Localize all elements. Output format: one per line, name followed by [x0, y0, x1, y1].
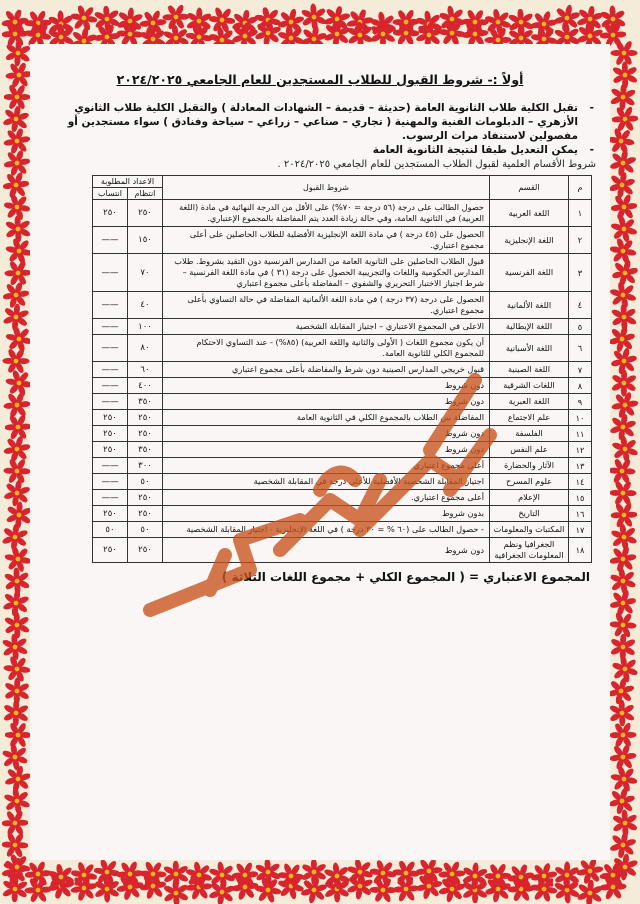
row-affiliation-count: —— — [93, 254, 128, 292]
row-number: ١٦ — [569, 506, 592, 522]
row-regular-count: ٥٠ — [128, 522, 163, 538]
row-affiliation-count: —— — [93, 378, 128, 394]
header-conditions: شروط القبول — [163, 176, 490, 200]
row-department: اللغة الإنجليزية — [490, 227, 569, 254]
row-regular-count: ٧٠ — [128, 254, 163, 292]
row-conditions: الاعلى في المجموع الاعتباري – اجتياز المقابلة الشخصية — [163, 319, 490, 335]
row-affiliation-count: ٢٥٠ — [93, 538, 128, 563]
row-regular-count: ٣٥٠ — [128, 394, 163, 410]
row-affiliation-count: —— — [93, 292, 128, 319]
row-conditions: أعلى مجموع اعتباري — [163, 458, 490, 474]
row-affiliation-count: —— — [93, 227, 128, 254]
table-row — [93, 227, 592, 254]
row-conditions: حصول الطالب على درجة (٥٦ درجة = ٧٠%) على الأقل من الدرجة النهائية في مادة (اللغة العربية) في الثانوية العامة، وفي حالة زيادة العدد يتم المفاضلة بالمجموع الإعتباري. — [163, 200, 490, 227]
table-row — [93, 319, 592, 335]
admission-table — [92, 175, 592, 563]
table-row — [93, 362, 592, 378]
row-conditions: الحصول على (٤٥ درجة ) في مادة اللغة الإنجليزية الأفضلية للطلاب الحاصلين على أعلى مجموع اعتباري. — [163, 227, 490, 254]
row-number: ١٣ — [569, 458, 592, 474]
table-row — [93, 538, 592, 563]
row-department: المكتبات والمعلومات — [490, 522, 569, 538]
row-number: ١٨ — [569, 538, 592, 563]
row-affiliation-count: —— — [93, 474, 128, 490]
weighted-total-formula: المجموع الاعتباري = ( المجموع الكلي + مجموع اللغات الثلاثة ) — [221, 570, 590, 584]
row-number: ١٤ — [569, 474, 592, 490]
table-row — [93, 474, 592, 490]
row-department: اللغة الألمانية — [490, 292, 569, 319]
header-num: م — [569, 176, 592, 200]
row-conditions: - حصول الطالب على (٦٠ % = ٣٠ درجة ) في اللغة الإنجليزية - اجتياز المقابلة الشخصية — [163, 522, 490, 538]
row-regular-count: ٢٥٠ — [128, 538, 163, 563]
row-department: اللغة الإيطالية — [490, 319, 569, 335]
row-affiliation-count: ٢٥٠ — [93, 426, 128, 442]
row-department: التاريخ — [490, 506, 569, 522]
header-affiliation: انتساب — [93, 188, 128, 200]
row-regular-count: ٤٠ — [128, 292, 163, 319]
table-row — [93, 394, 592, 410]
row-number: ١ — [569, 200, 592, 227]
header-regular: انتظام — [128, 188, 163, 200]
table-row — [93, 506, 592, 522]
row-conditions: الحصول على درجة (٣٧ درجة ) في مادة اللغة الألمانية المفاضلة في حالة التساوي بأعلى مجموع اعتباري. — [163, 292, 490, 319]
table-row — [93, 200, 592, 227]
row-number: ٦ — [569, 335, 592, 362]
row-department: علم النفس — [490, 442, 569, 458]
row-department: اللغة العربية — [490, 200, 569, 227]
row-department: اللغة الصينية — [490, 362, 569, 378]
row-conditions: اجتياز المقابلة الشخصية الأفضلية للأعلى درجة في المقابلة الشخصية — [163, 474, 490, 490]
table-row — [93, 410, 592, 426]
row-number: ٢ — [569, 227, 592, 254]
row-conditions: قبول الطلاب الحاصلين على الثانوية العامة من المدارس الفرنسية دون التقيد بشروط. طلاب المدارس الحكومية واللغات والتجريبية الحصول على درجة (٣١ ) في مادة اللغة الفرنسية – شرط اجتياز الاختبار التحريري والشفوي – المفاضلة بأعلى مجموع اعتباري — [163, 254, 490, 292]
row-regular-count: ٨٠ — [128, 335, 163, 362]
row-regular-count: ٣٠٠ — [128, 458, 163, 474]
row-number: ١٥ — [569, 490, 592, 506]
row-regular-count: ٢٥٠ — [128, 426, 163, 442]
row-affiliation-count: —— — [93, 394, 128, 410]
table-row — [93, 522, 592, 538]
row-department: الآثار والحضارة — [490, 458, 569, 474]
intro-line-admission: تقبل الكلية طلاب الثانوية العامة (حديثة – قديمة – الشهادات المعادلة ) والتقبل الكلية طلاب الثانوي الأزهري – الدبلومات الفنية والمهنية ( تجاري – صناعي – زراعي – سياحة وفنادق ) سواء مستجدين أو مفصولين لاستنفاد مرات الرسوب. — [67, 102, 578, 142]
intro-bullet: - — [589, 144, 594, 156]
table-row — [93, 254, 592, 292]
row-conditions: دون شروط — [163, 442, 490, 458]
intro-paragraph — [44, 101, 596, 143]
table-body — [93, 200, 592, 563]
document-content — [44, 66, 596, 584]
row-number: ٤ — [569, 292, 592, 319]
row-conditions: أعلى مجموع اعتباري. — [163, 490, 490, 506]
row-department: الفلسفة — [490, 426, 569, 442]
row-affiliation-count: ٢٥٠ — [93, 200, 128, 227]
row-regular-count: ٤٠٠ — [128, 378, 163, 394]
row-number: ٥ — [569, 319, 592, 335]
row-affiliation-count: —— — [93, 362, 128, 378]
row-regular-count: ٢٥٠ — [128, 410, 163, 426]
table-caption: شروط الأقسام العلمية لقبول الطلاب المستجدين للعام الجامعي ٢٠٢٤/٢٠٢٥ . — [277, 159, 596, 170]
row-conditions: دون شروط — [163, 538, 490, 563]
row-conditions: قبول خريجي المدارس الصينية دون شرط والمفاضلة بأعلى مجموع اعتباري — [163, 362, 490, 378]
row-conditions: دون شروط — [163, 426, 490, 442]
row-affiliation-count: ٢٥٠ — [93, 442, 128, 458]
row-department: اللغة الأسبانية — [490, 335, 569, 362]
row-regular-count: ٣٥٠ — [128, 442, 163, 458]
row-regular-count: ٥٠ — [128, 474, 163, 490]
table-row — [93, 378, 592, 394]
row-department: علوم المسرح — [490, 474, 569, 490]
row-regular-count: ٢٥٠ — [128, 490, 163, 506]
row-department: الإعلام — [490, 490, 569, 506]
table-row — [93, 426, 592, 442]
table-row — [93, 490, 592, 506]
row-number: ٧ — [569, 362, 592, 378]
intro-line-adjustment: يمكن التعديل طبقا لنتيجة الثانوية العامة — [372, 144, 578, 156]
row-affiliation-count: ٥٠ — [93, 522, 128, 538]
row-conditions: دون شروط — [163, 394, 490, 410]
header-required: الاعداد المطلوبة — [93, 176, 163, 188]
row-affiliation-count: —— — [93, 319, 128, 335]
row-department: اللغات الشرقية — [490, 378, 569, 394]
table-row — [93, 442, 592, 458]
row-conditions: دون شروط — [163, 378, 490, 394]
row-number: ٨ — [569, 378, 592, 394]
row-affiliation-count: ٢٥٠ — [93, 410, 128, 426]
row-number: ٣ — [569, 254, 592, 292]
row-department: اللغة الفرنسية — [490, 254, 569, 292]
table-row — [93, 292, 592, 319]
row-regular-count: ٢٥٠ — [128, 506, 163, 522]
row-conditions: بدون شروط — [163, 506, 490, 522]
header-dept: القسم — [490, 176, 569, 200]
row-affiliation-count: ٢٥٠ — [93, 506, 128, 522]
row-regular-count: ١٠٠ — [128, 319, 163, 335]
row-conditions: المفاضلة بين الطلاب بالمجموع الكلي في الثانوية العامة — [163, 410, 490, 426]
row-number: ١٧ — [569, 522, 592, 538]
row-number: ١٠ — [569, 410, 592, 426]
row-conditions: أن يكون مجموع اللغات ( الأولى والثانية واللغة العربية) (٨٥%) - عند التساوي الاحتكام للمجموع الكلي للثانوية العامة. — [163, 335, 490, 362]
row-department: اللغة العبرية — [490, 394, 569, 410]
intro-note — [44, 143, 596, 157]
row-department: علم الاجتماع — [490, 410, 569, 426]
page-title: أولاً :- شروط القبول للطلاب المستجدين للعام الجامعي ٢٠٢٤/٢٠٢٥ — [116, 72, 524, 87]
row-regular-count: ١٥٠ — [128, 227, 163, 254]
row-regular-count: ٢٥٠ — [128, 200, 163, 227]
row-number: ٩ — [569, 394, 592, 410]
row-affiliation-count: —— — [93, 335, 128, 362]
table-row — [93, 458, 592, 474]
row-number: ١١ — [569, 426, 592, 442]
row-regular-count: ٦٠ — [128, 362, 163, 378]
row-number: ١٢ — [569, 442, 592, 458]
row-affiliation-count: —— — [93, 490, 128, 506]
intro-bullet: - — [589, 102, 594, 114]
row-department: الجغرافيا ونظم المعلومات الجغرافية — [490, 538, 569, 563]
row-affiliation-count: —— — [93, 458, 128, 474]
table-row — [93, 335, 592, 362]
